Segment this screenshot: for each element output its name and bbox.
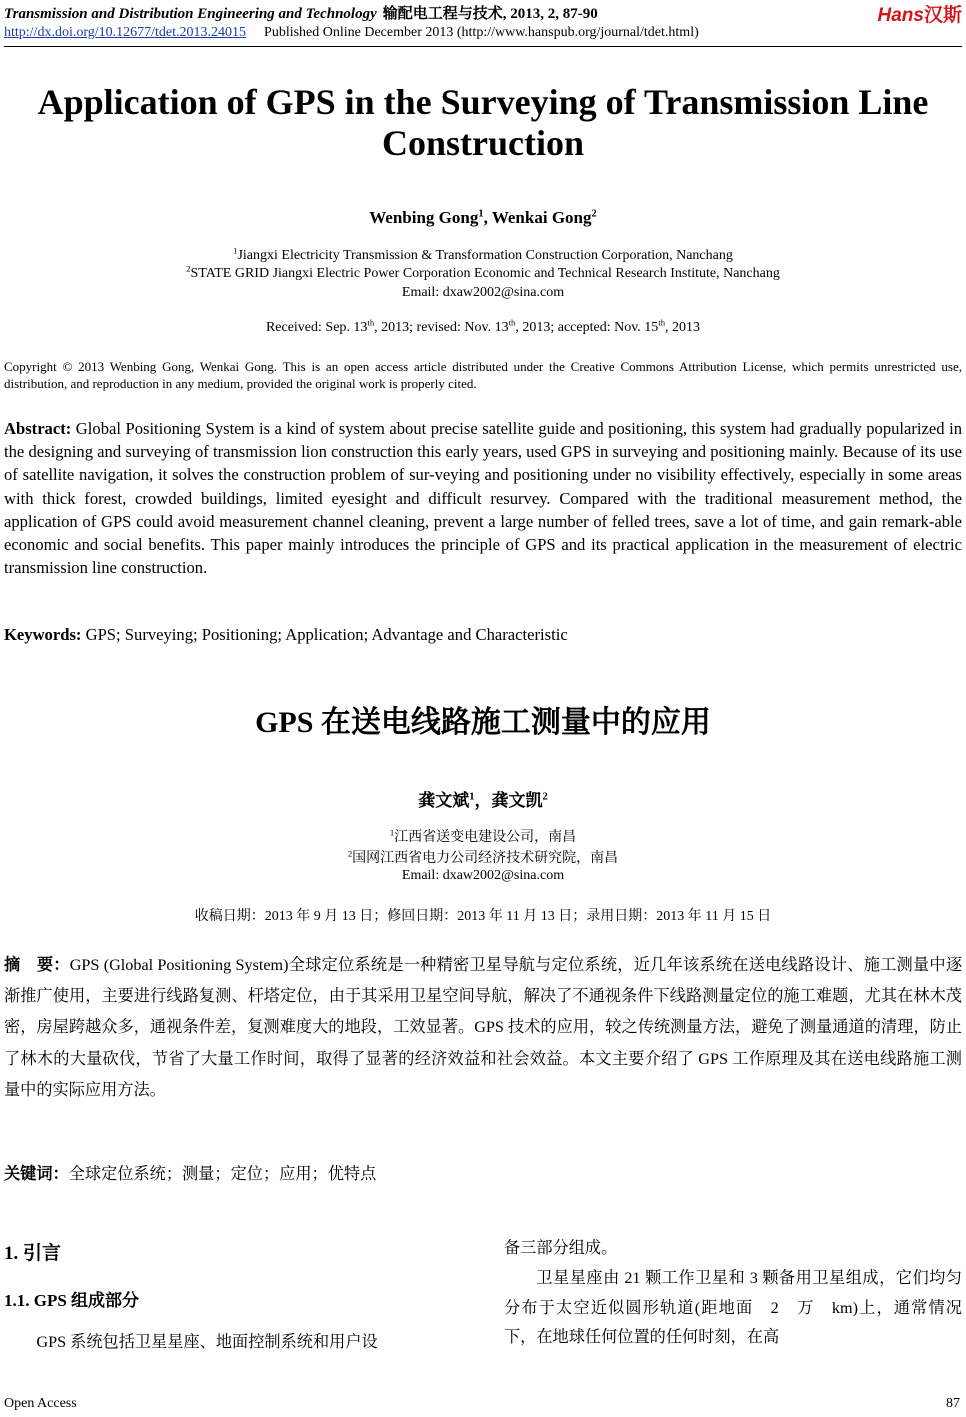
affiliation-en-2 (0, 263, 966, 282)
journal-name-cn: 输配电工程与技术, 2013, 2, 87-90 (382, 6, 598, 22)
author-cn-sep: ， (474, 791, 492, 810)
affiliation-cn-2 (0, 847, 966, 867)
affil-2-text: STATE GRID Jiangxi Electric Power Corporation Economic and Technical Research Institute, Nanchang (190, 266, 780, 281)
abstract-text: Global Positioning System is a kind of system about precise satellite guide and positioning, this system had gradually popularized in the designing and surveying of transmission lion construction this early years, used GPS in surveying and positioning mainly. Because of its use of satellite navigation, it solves the construction problem of sur-veying and positioning under no visibility effectively, especially in some areas with thick forest, crowded buildings, limited eyesight and difficult resurvey. Compared with the traditional measurement method, the application of GPS could avoid measurement channel cleaning, prevent a large number of felled trees, save a lot of time, and gain remark-able economic and social benefits. This paper mainly introduces the principle of GPS and its practical application in the measurement of electric transmission line construction. (4, 419, 962, 578)
author-cn-1-sup: 1 (469, 791, 475, 803)
footer-page-number: 87 (946, 1396, 960, 1411)
affiliation-en-1 (0, 245, 966, 264)
keywords-cn (4, 1160, 962, 1184)
body-right-paragraph-1: 备三部分组成。 (504, 1239, 618, 1257)
body-left-paragraph: GPS 系统包括卫星星座、地面控制系统和用户设 (36, 1333, 378, 1351)
title-cn: GPS 在送电线路施工测量中的应用 (255, 706, 711, 739)
copyright-notice: Copyright © 2013 Wenbing Gong, Wenkai Gong. This is an open access article distributed under the Creative Commons Attribution License, which permits unrestricted use, distribution, and reproduction in any medium, provided the original work is properly cited. (4, 359, 962, 391)
received-dates (0, 317, 966, 336)
abstract-en (4, 417, 962, 579)
authors-en (0, 208, 966, 228)
logo-text-en: Hans (877, 5, 924, 26)
published-online: Published Online December 2013 (http://www.hanspub.org/journal/tdet.html) (264, 25, 699, 40)
footer-open-access: Open Access (4, 1396, 77, 1411)
received-th-1: th (367, 317, 375, 328)
keywords-text: GPS; Surveying; Positioning; Application; Advantage and Characteristic (85, 625, 568, 644)
keywords-cn-text: 全球定位系统；测量；定位；应用；优特点 (68, 1165, 377, 1183)
received-part-1: Received: Sep. 13 (265, 320, 368, 335)
keywords-cn-label: 关键词： (4, 1165, 69, 1183)
author-1-sup: 1 (478, 208, 484, 220)
affil-cn-1-sup: 1 (389, 827, 395, 838)
author-cn-2-sup: 2 (542, 791, 548, 803)
doi-link[interactable]: http://dx.doi.org/10.12677/tdet.2013.24015 (4, 25, 247, 40)
authors-cn (0, 786, 966, 811)
received-th-2: th (508, 317, 516, 328)
author-1: Wenbing Gong (369, 208, 479, 227)
doi-line (4, 25, 962, 41)
keywords-en (4, 625, 962, 645)
abstract-cn (4, 950, 962, 1106)
author-sep: , (483, 208, 492, 227)
affil-1-text: Jiangxi Electricity Transmission & Transformation Construction Corporation, Nanchang (237, 248, 733, 263)
received-th-3: th (658, 317, 666, 328)
affil-1-sup: 1 (233, 245, 238, 256)
author-2: Wenkai Gong (491, 208, 592, 227)
abstract-label: Abstract: (4, 419, 72, 438)
abstract-cn-label: 摘 要： (4, 956, 70, 974)
section-heading-1: 1. 引言 (4, 1243, 62, 1264)
title-en: Application of GPS in the Surveying of Transmission Line Construction (37, 82, 929, 163)
affil-cn-1-text: 江西省送变电建设公司，南昌 (394, 830, 577, 845)
received-part-3: , 2013; accepted: Nov. 15 (515, 320, 659, 335)
affil-cn-2-sup: 2 (347, 848, 353, 859)
received-part-4: , 2013 (665, 320, 701, 335)
affil-2-sup: 2 (186, 263, 191, 274)
body-right-paragraph-2: 卫星星座由 21 颗工作卫星和 3 颗备用卫星组成，它们均匀分布于太空近似圆形轨道(距地面 2 万 km)上，通常情况下，在地球任何位置的任何时刻，在高 (504, 1269, 962, 1346)
abstract-cn-text: GPS (Global Positioning System)全球定位系统是一种精密卫星导航与定位系统，近几年该系统在送电线路设计、施工测量中逐渐推广使用，主要进行线路复测、杆塔定位，由于其采用卫星空间导航，解决了不通视条件下线路测量定位的施工难题，尤其在林木茂密，房屋跨越众多，通视条件差，复测难度大的地段，工效显著。GPS 技术的应用，较之传统测量方法，避免了测量通道的清理，防止了林木的大量砍伐，节省了大量工作时间，取得了显著的经济效益和社会效益。本文主要介绍了 GPS 工作原理及其在送电线路施工测量中的实际应用方法。 (4, 956, 963, 1099)
author-cn-1: 龚文斌 (418, 791, 470, 810)
page-header (4, 2, 962, 41)
header-rule (4, 46, 962, 47)
email-cn: Email: dxaw2002@sina.com (401, 868, 565, 883)
email-en: Email: dxaw2002@sina.com (401, 285, 565, 300)
author-2-sup: 2 (591, 208, 597, 220)
section-heading-1-1: 1.1. GPS 组成部分 (4, 1291, 140, 1310)
affil-cn-2-text: 国网江西省电力公司经济技术研究院，南昌 (352, 851, 619, 866)
affiliation-cn-1 (0, 826, 966, 846)
hans-logo (878, 0, 962, 27)
received-part-2: , 2013; revised: Nov. 13 (374, 320, 509, 335)
logo-text-cn: 汉斯 (923, 5, 962, 26)
journal-name-en: Transmission and Distribution Engineering and Technology (4, 6, 377, 22)
journal-line (4, 2, 962, 23)
keywords-label: Keywords: (4, 625, 82, 644)
dates-cn: 收稿日期：2013 年 9 月 13 日；修回日期：2013 年 11 月 13 日；录用日期：2013 年 11 月 15 日 (194, 909, 772, 924)
author-cn-2: 龚文凯 (491, 791, 543, 810)
